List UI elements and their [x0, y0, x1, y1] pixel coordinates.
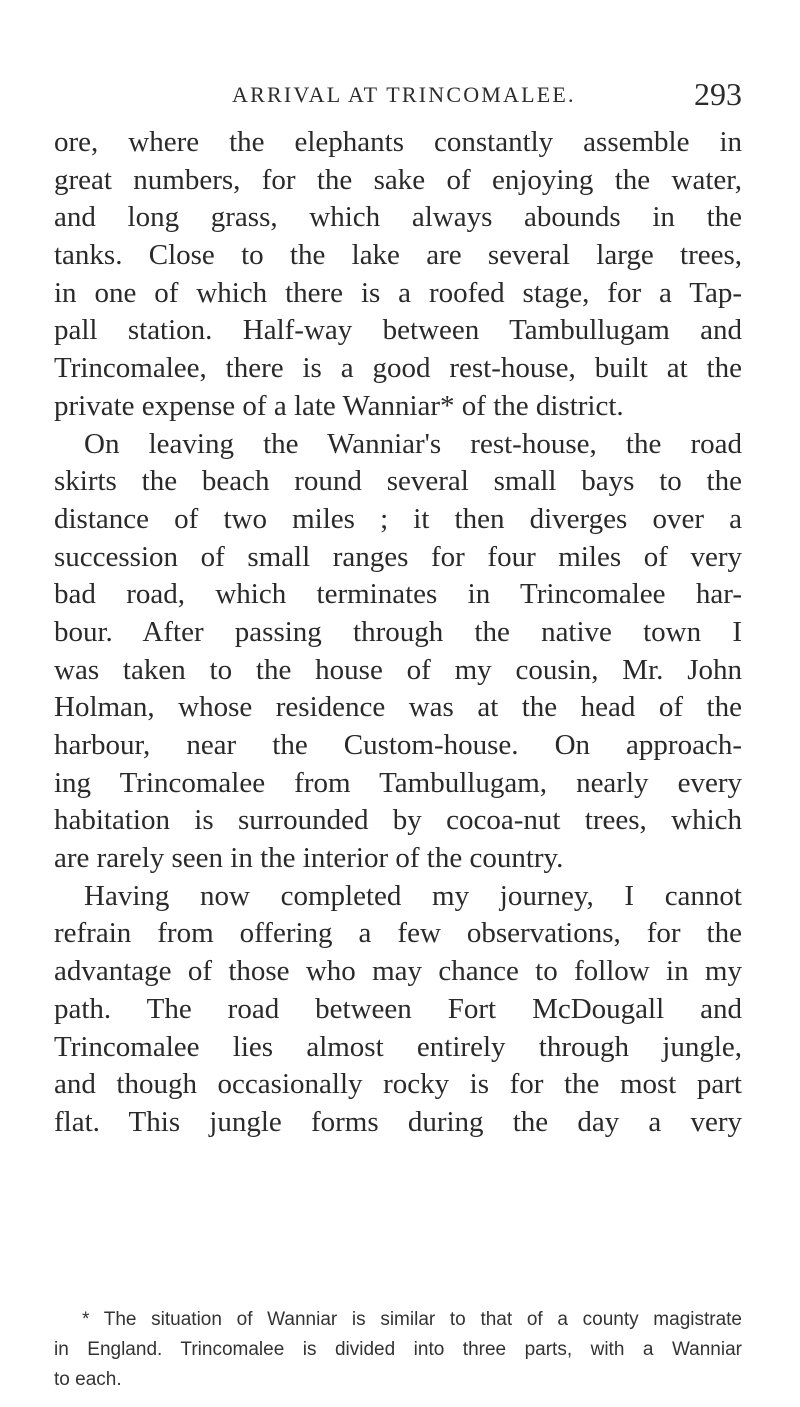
- text-line: ing Trincomalee from Tambullugam, nearly every: [54, 766, 742, 799]
- text-line: great numbers, for the sake of enjoying the water,: [54, 163, 742, 196]
- running-head: ARRIVAL AT TRINCOMALEE.: [232, 82, 576, 107]
- page-header: [232, 78, 742, 118]
- text-line: distance of two miles ; it then diverges over a: [54, 502, 742, 535]
- text-line: in one of which there is a roofed stage, for a Tap-: [54, 276, 742, 309]
- text-line: skirts the beach round several small bays to the: [54, 465, 742, 498]
- text-line: On leaving the Wanniar's rest-house, the road: [84, 427, 742, 460]
- text-line: ore, where the elephants constantly assemble in: [54, 126, 742, 158]
- text-line: and though occasionally rocky is for the most part: [54, 1068, 742, 1101]
- text-line: bour. After passing through the native town I: [54, 615, 742, 648]
- text-line: tanks. Close to the lake are several large trees,: [54, 239, 742, 272]
- body-text: [54, 124, 742, 1142]
- text-line: pall station. Half-way between Tambullugam and: [54, 314, 742, 347]
- text-line: advantage of those who may chance to follow in my: [54, 955, 742, 988]
- text-line: Trincomalee lies almost entirely through jungle,: [54, 1030, 742, 1063]
- text-line: refrain from offering a few observations, for the: [54, 917, 742, 950]
- text-line: harbour, near the Custom-house. On approach-: [54, 729, 742, 761]
- text-line: private expense of a late Wanniar* of the district.: [54, 389, 624, 422]
- text-line: Holman, whose residence was at the head of the: [54, 691, 742, 724]
- footnote-line: to each.: [54, 1369, 122, 1390]
- page-number: 293: [694, 76, 742, 112]
- footnote-line: * The situation of Wanniar is similar to that of a county magistrate: [82, 1309, 742, 1330]
- text-line: bad road, which terminates in Trincomalee har-: [54, 578, 742, 611]
- text-line: Trincomalee, there is a good rest-house, built at the: [54, 352, 742, 385]
- text-line: path. The road between Fort McDougall and: [54, 992, 742, 1025]
- text-line: and long grass, which always abounds in the: [54, 201, 742, 234]
- text-line: was taken to the house of my cousin, Mr. John: [54, 653, 742, 686]
- footnote: [54, 1305, 742, 1395]
- text-line: habitation is surrounded by cocoa-nut trees, which: [54, 804, 742, 837]
- text-line: Having now completed my journey, I cannot: [84, 879, 742, 912]
- footnote-line: in England. Trincomalee is divided into three parts, with a Wanniar: [54, 1339, 742, 1360]
- text-line: succession of small ranges for four miles of very: [54, 540, 742, 573]
- text-line: flat. This jungle forms during the day a very: [54, 1105, 742, 1138]
- text-line: are rarely seen in the interior of the country.: [54, 842, 564, 875]
